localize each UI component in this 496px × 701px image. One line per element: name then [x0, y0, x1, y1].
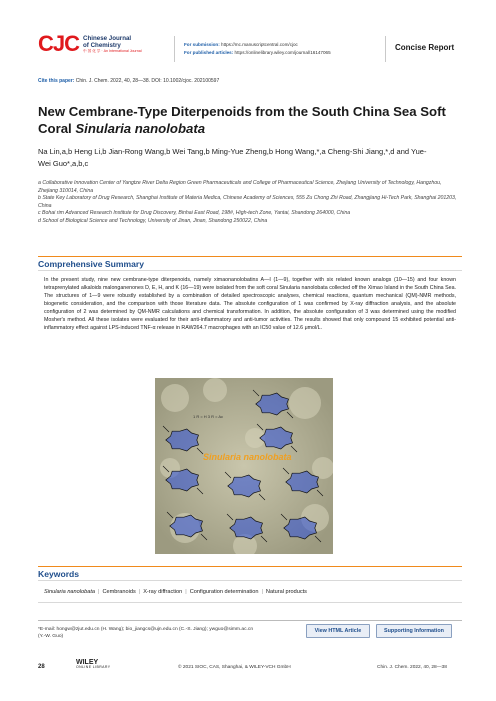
- keyword[interactable]: X-ray diffraction: [143, 589, 183, 595]
- published-link[interactable]: https://onlinelibrary.wiley.com/journal/16147065: [234, 49, 331, 55]
- view-html-button[interactable]: View HTML Article: [306, 624, 370, 638]
- author-list: Na Lin,a,b Heng Li,b Jian-Rong Wang,b Wei Tang,b Ming-Yue Zheng,b Hong Wang,*,a Cheng-Shi Jiang,*,d and Yue-Wei Guo*,a,b,c: [38, 147, 427, 168]
- keyword[interactable]: Configuration determination: [189, 589, 259, 595]
- logo-text: Chinese Journal of Chemistry 中 国 化 学 · An International Journal: [83, 34, 142, 54]
- header-links: For submission: https://mc.manuscriptcentral.com/cjoc For published articles: https://onlinelibrary.wiley.com/journal/16147065: [184, 42, 331, 55]
- section-rule: [38, 602, 462, 603]
- citation-line: Cite this paper: Chin. J. Chem. 2022, 40, 28—38. DOI: 10.1002/cjoc. 202100597: [38, 78, 220, 84]
- section-rule: [38, 580, 462, 581]
- graphic-label: Sinularia nanolobata: [203, 452, 292, 462]
- keyword-list: Sinularia nanolobata | Cembranoids | X-ray diffraction | Configuration determination | Natural products: [44, 589, 307, 595]
- publisher-logo: WILEY ONLINE LIBRARY: [76, 659, 111, 669]
- graphical-abstract: [155, 378, 333, 554]
- reaction-note: 1 R = H 3 R = Ac: [193, 414, 224, 419]
- affiliation: c Bohai rim Advanced Research Institute for Drug Discovery, Binhai East Road, 198#, High-tech Zone, Yantai, Shandong 264000, China: [38, 210, 351, 217]
- correspondence: *E-mail: hongw@zjut.edu.cn (H. Wang); bio_jiangcs@ujn.edu.cn (C.-S. Jiang); ywguo@simm.ac.cn (Y.-W. Guo): [38, 627, 254, 640]
- page-number: 28: [38, 664, 45, 670]
- summary-heading: Comprehensive Summary: [38, 259, 145, 269]
- section-rule: [38, 256, 462, 257]
- paper-title: New Cembrane-Type Diterpenoids from the South China Sea Soft Coral Sinularia nanolobata: [38, 104, 446, 137]
- header-divider: [174, 36, 175, 62]
- submission-link[interactable]: https://mc.manuscriptcentral.com/cjoc: [221, 42, 298, 47]
- keyword[interactable]: Cembranoids: [102, 589, 136, 595]
- graphic-svg: [155, 378, 333, 554]
- copyright: © 2021 SIOC, CAS, Shanghai, & WILEY-VCH GmbH: [178, 665, 291, 670]
- logo-mark: CJC: [38, 31, 80, 56]
- affiliation: d School of Biological Science and Technology, University of Jinan, Jinan, Shandong 250022, China: [38, 217, 268, 224]
- article-type: Concise Report: [395, 43, 455, 52]
- footer-rule: [38, 620, 462, 621]
- keywords-heading: Keywords: [38, 569, 80, 579]
- header-divider: [385, 36, 386, 62]
- affiliation: b State Key Laboratory of Drug Research, Shanghai Institute of Materia Medica, Chinese Academy of Sciences, 555 Zu Chong Zhi Road, Zhangjiang Hi-Tech Park, Shanghai 201203, China: [38, 195, 457, 209]
- keyword[interactable]: Sinularia nanolobata: [44, 589, 96, 595]
- section-rule: [38, 270, 462, 271]
- journal-logo: [38, 33, 142, 55]
- affiliations: [38, 180, 458, 225]
- keyword[interactable]: Natural products: [265, 589, 307, 595]
- journal-header: [0, 0, 496, 68]
- supporting-information-button[interactable]: Supporting Information: [376, 624, 452, 638]
- affiliation: a Collaborative Innovation Center of Yangtze River Delta Region Green Pharmaceuticals and College of Pharmaceutical Science, Zhejiang University of Technology, Hangzhou, Zhejiang 310014, China: [38, 180, 442, 194]
- section-rule: [38, 566, 462, 567]
- summary-text: In the present study, nine new cembrane-type diterpenoids, namely ximaonanolobatins A—I (1—9), together with six related known analogs (10—15) and four known tetraprenylated alkaloids malonganenones D, E, H, and K (16—19) were isolated from the soft coral Sinularia nanolobata collected off the Ximao Island in the South China Sea. The structures of 1—9 were robustly established by a combination of detailed spectroscopic analyses, chemical reactions, quantum mechanical (QM)-NMR methods, biogenetic consideration, and the comparison with those literature data. The absolute configuration of 1 was confirmed by X-ray diffraction analysis, and the absolute configuration of 2 was determined by QM-NMR calculations and chemical transformation. In addition, the absolute configuration of 3 was determined using the modified Mosher's method. All these isolates were evaluated for their anti-inflammatory and anti-tumor activities. The results showed that only compound 15 exhibited potential anti-inflammatory effect against LPS-induced TNF-α release in RAW264.7 macrophages with an IC50 value of 12.6 μmol/L.: [44, 277, 456, 332]
- journal-footer: Chin. J. Chem. 2022, 40, 28—38: [377, 665, 447, 670]
